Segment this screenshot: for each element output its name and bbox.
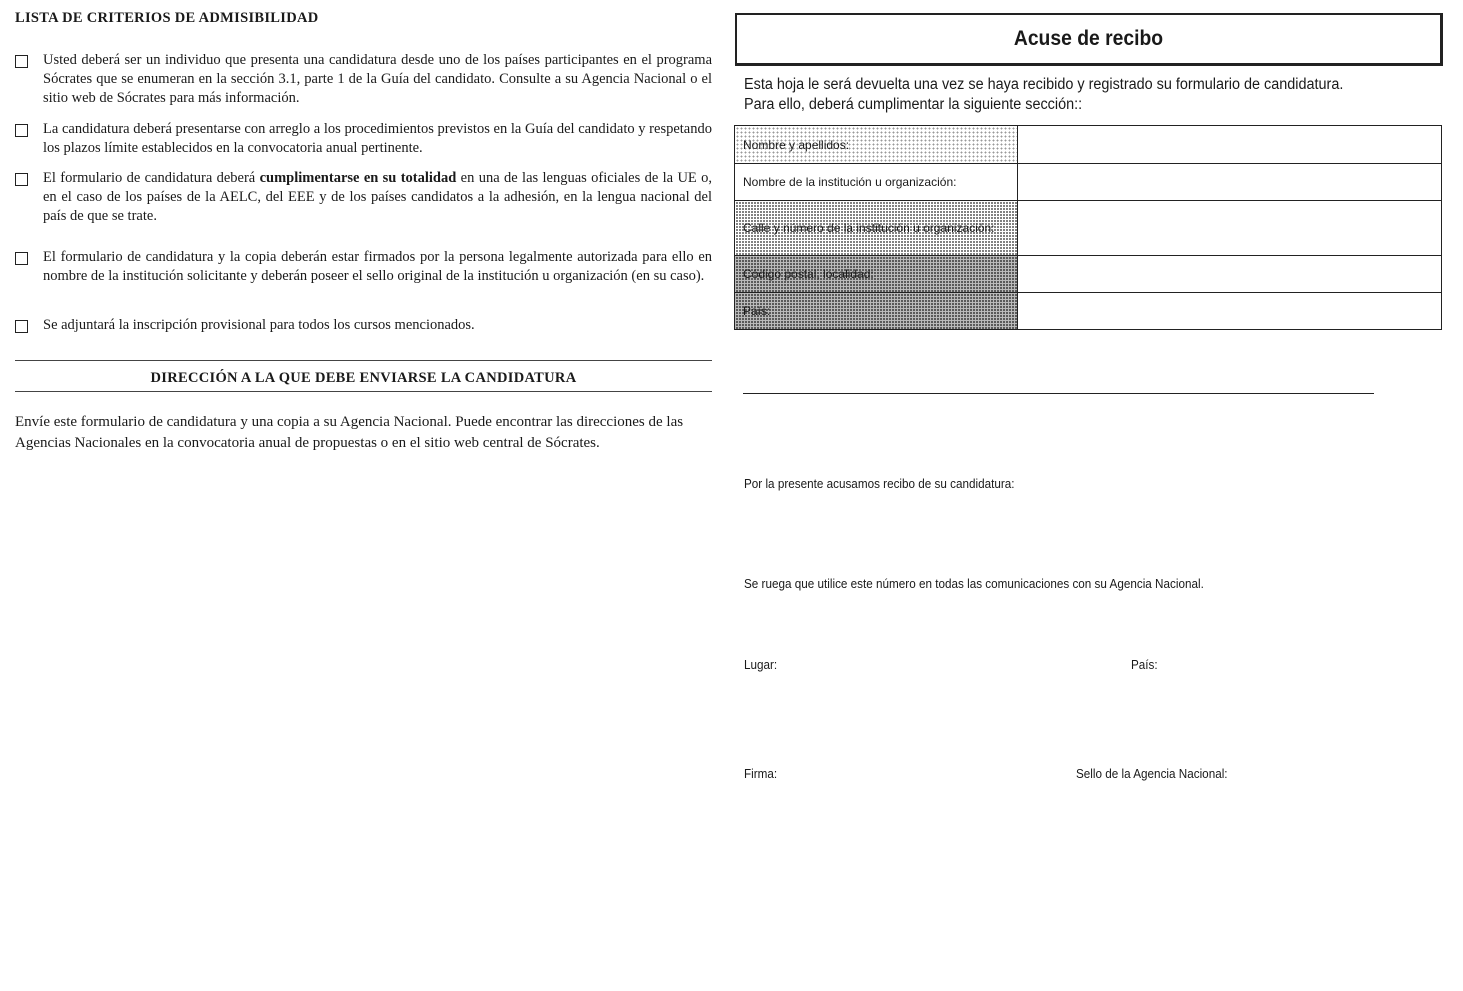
field-input[interactable] [1018, 201, 1442, 256]
acknowledgement-title: Acuse de recibo [1013, 27, 1164, 50]
criterion-text-after: en una de las lenguas oficiales de la UE o, en el caso de los países de la AELC, del EEE y de los países candidatos a la adhesión, en la lengua nacional del país de que se trate. [43, 170, 713, 224]
field-label: Nombre y apellidos: [735, 126, 1018, 164]
criterion-text: Usted deberá ser un individuo que presenta una candidatura desde uno de los países participantes en el programa Sócrates que se enumeran en la sección 3.1, parte 1 de la Guía del candidato. Consulte a su Agencia Nacional o el sitio web de Sócrates para más información. [43, 52, 712, 106]
checkbox[interactable] [15, 320, 28, 333]
criterion-item [15, 169, 712, 226]
stamp-label: Sello de la Agencia Nacional: [1076, 766, 1228, 781]
form-row [735, 293, 1442, 330]
field-label: País: [735, 293, 1018, 330]
criteria-title: LISTA DE CRITERIOS DE ADMISIBILIDAD [15, 10, 319, 26]
acknowledgement-header [735, 13, 1443, 66]
field-label: Calle y número de la institución u organización: [735, 201, 1018, 256]
intro-line: Para ello, deberá cumplimentar la siguiente sección:: [744, 96, 1083, 113]
divider [15, 391, 712, 392]
field-label: Nombre de la institución u organización: [735, 164, 1018, 201]
intro-line: Esta hoja le será devuelta una vez se haya recibido y registrado su formulario de candidatura. [744, 76, 1344, 93]
criterion-text: La candidatura deberá presentarse con arreglo a los procedimientos previstos en la Guía del candidato y respetando los plazos límite establecidos en la convocatoria anual pertinente. [43, 121, 712, 156]
form-row [735, 164, 1442, 201]
criterion-text [43, 169, 712, 226]
signature-label: Firma: [744, 766, 778, 781]
field-input[interactable] [1018, 164, 1442, 201]
criterion-item [15, 248, 712, 286]
divider [15, 360, 712, 361]
place-label: Lugar: [744, 657, 778, 672]
form-row [735, 201, 1442, 256]
checkbox[interactable] [15, 252, 28, 265]
criterion-text-bold: cumplimentarse en su totalidad [259, 170, 457, 186]
address-title: DIRECCIÓN A LA QUE DEBE ENVIARSE LA CANDIDATURA [150, 370, 577, 386]
criterion-item [15, 51, 712, 108]
reference-number-line [743, 393, 1374, 394]
criterion-text: Se adjuntará la inscripción provisional para todos los cursos mencionados. [43, 317, 475, 333]
checkbox[interactable] [15, 173, 28, 186]
checkbox[interactable] [15, 124, 28, 137]
address-text: Envíe este formulario de candidatura y una copia a su Agencia Nacional. Puede encontrar las direcciones de las Agencias Nacionales en la convocatoria anual de propuestas o en el sitio web central de Sócrates. [15, 414, 684, 451]
form-row [735, 256, 1442, 293]
form-row [735, 126, 1442, 164]
reference-note: Se ruega que utilice este número en todas las comunicaciones con su Agencia Nacional. [744, 576, 1204, 591]
field-label: Código postal, localidad: [735, 256, 1018, 293]
criterion-item [15, 120, 712, 158]
criterion-text-before: El formulario de candidatura deberá [43, 170, 260, 186]
acknowledgement-intro [744, 75, 1386, 115]
receipt-text: Por la presente acusamos recibo de su candidatura: [744, 476, 1015, 491]
country-label: País: [1131, 657, 1158, 672]
field-input[interactable] [1018, 293, 1442, 330]
checkbox[interactable] [15, 55, 28, 68]
field-input[interactable] [1018, 256, 1442, 293]
criterion-text: El formulario de candidatura y la copia deberán estar firmados por la persona legalmente autorizada para ello en nombre de la institución solicitante y deberán poseer el sello original de la institución u organización (en su caso). [43, 249, 712, 284]
field-input[interactable] [1018, 126, 1442, 164]
criterion-item [15, 316, 712, 335]
recipient-form-table [734, 125, 1442, 330]
